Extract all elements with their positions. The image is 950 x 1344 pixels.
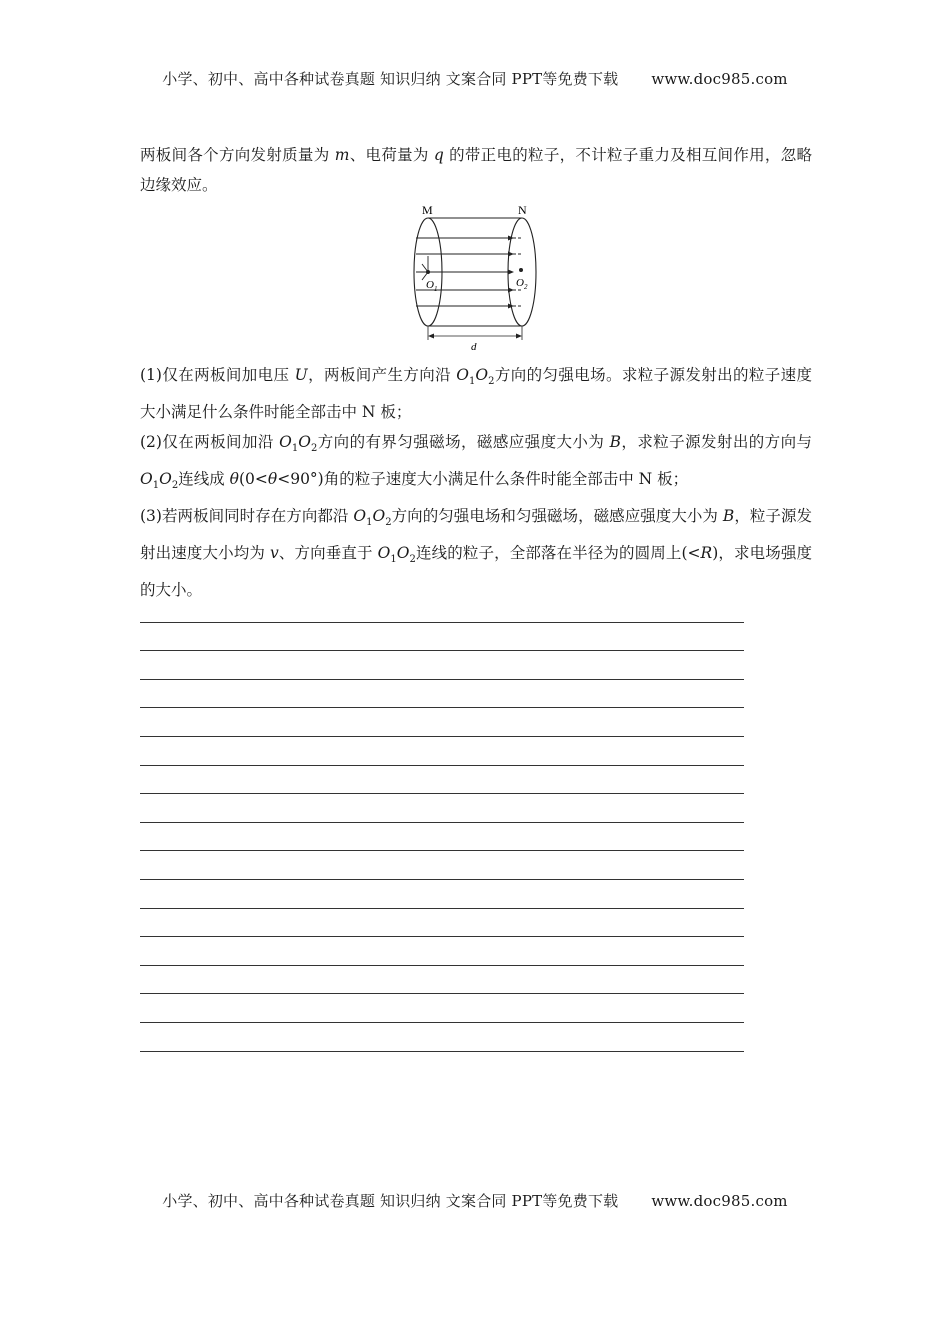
answer-line[interactable] xyxy=(140,851,744,880)
answer-line[interactable] xyxy=(140,909,744,938)
answer-line[interactable] xyxy=(140,623,744,652)
answer-line[interactable] xyxy=(140,708,744,737)
var-m: m xyxy=(334,146,350,164)
question-2: (2)仅在两板间加沿 $O_1O_2$方向的有界匀强磁场，磁感应强度大小为 B，求粒子源发射出的方向与 $O_1O_2$连线成 θ(0<θ<90°)角的粒子速度大小满足什么条件时能全部击中 N 板； xyxy=(140,433,812,492)
footer-website[interactable]: www.doc985.com xyxy=(651,1192,788,1210)
answer-line[interactable] xyxy=(140,794,744,823)
label-n: N xyxy=(518,203,527,217)
header-website[interactable]: www.doc985.com xyxy=(651,70,788,88)
label-m: M xyxy=(422,203,433,217)
answer-line[interactable] xyxy=(140,594,744,623)
o1-point xyxy=(426,270,430,274)
o2-point xyxy=(519,268,523,272)
header-text: 小学、初中、高中各种试卷真题 知识归纳 文案合同 PPT等免费下载 xyxy=(162,70,619,88)
problem-intro xyxy=(140,140,812,200)
label-d: d xyxy=(471,341,477,353)
page-header xyxy=(0,68,950,89)
footer-text: 小学、初中、高中各种试卷真题 知识归纳 文案合同 PPT等免费下载 xyxy=(162,1192,619,1210)
answer-line[interactable] xyxy=(140,737,744,766)
answer-line[interactable] xyxy=(140,823,744,852)
var-q: q xyxy=(433,146,444,164)
intro-text: 、电荷量为 xyxy=(349,146,434,164)
intro-text: 的带正电的粒子，不计粒子重力及相互间作用，忽略边缘效应。 xyxy=(140,146,812,194)
plates-diagram xyxy=(400,198,550,356)
questions-block xyxy=(140,360,812,605)
answer-line[interactable] xyxy=(140,1023,744,1052)
answer-area[interactable] xyxy=(140,594,744,1052)
answer-line[interactable] xyxy=(140,766,744,795)
question-3: (3)若两板间同时存在方向都沿 $O_1O_2$方向的匀强电场和匀强磁场，磁感应强度大小为 B，粒子源发射出速度大小均为 v、方向垂直于 $O_1O_2$连线的粒子，全部落在半径为的圆周上(<R)，求电场强度的大小。 xyxy=(140,507,812,600)
label-o1: $O_1$ xyxy=(426,279,438,293)
answer-line[interactable] xyxy=(140,994,744,1023)
intro-text: 两板间各个方向发射质量为 xyxy=(140,146,335,164)
answer-line[interactable] xyxy=(140,880,744,909)
answer-line[interactable] xyxy=(140,651,744,680)
page-footer xyxy=(0,1190,950,1211)
answer-line[interactable] xyxy=(140,966,744,995)
answer-line[interactable] xyxy=(140,680,744,709)
question-1: (1)仅在两板间加电压 U，两板间产生方向沿 $O_1O_2$方向的匀强电场。求粒子源发射出的粒子速度大小满足什么条件时能全部击中 N 板； xyxy=(140,366,812,422)
label-o2: $O_2$ xyxy=(516,277,528,291)
answer-line[interactable] xyxy=(140,937,744,966)
